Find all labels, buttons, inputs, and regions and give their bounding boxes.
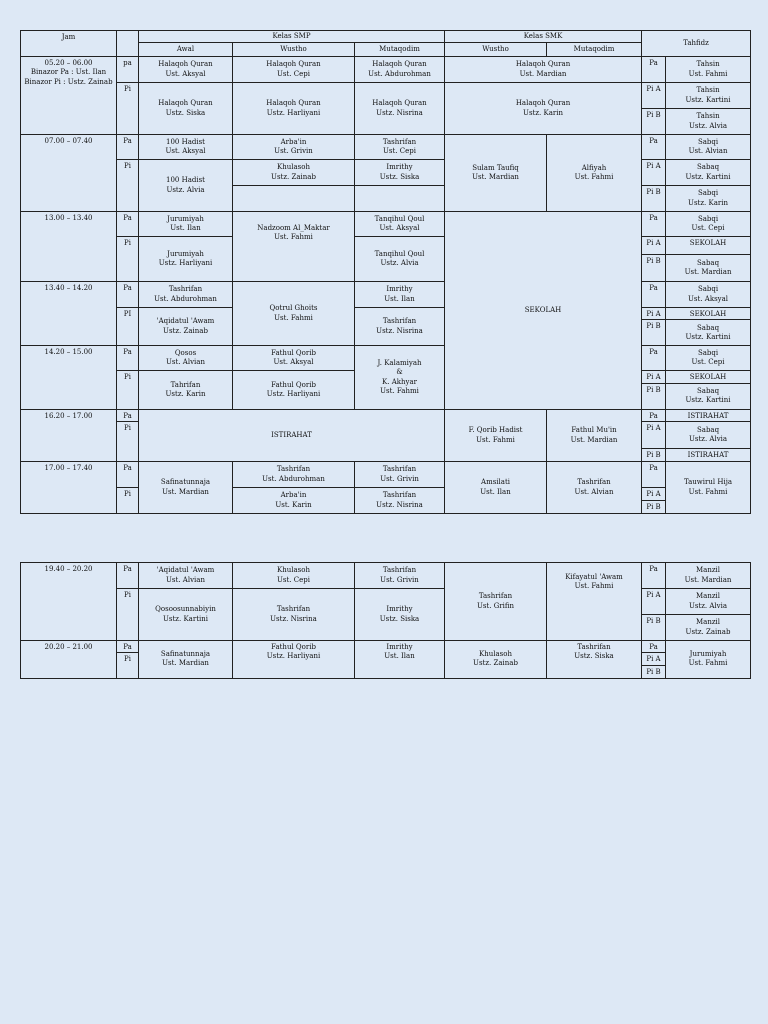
- tahfidz-cell: [666, 371, 751, 383]
- teacher: Ust. Mardian: [684, 575, 732, 584]
- teacher: Ust. Alvian: [166, 358, 205, 367]
- teacher: Ustz. Karin: [688, 198, 728, 207]
- subject: Sabaq: [696, 425, 720, 434]
- teacher: Ustz. Alvia: [688, 435, 728, 444]
- class-cell: [355, 308, 445, 346]
- tahfidz-cell: [666, 563, 751, 589]
- teacher: Ust. Fahmi: [274, 313, 313, 322]
- subject: Khulasoh: [479, 650, 512, 658]
- class-cell: [233, 371, 355, 409]
- class-cell: [355, 237, 445, 282]
- class-cell: [139, 160, 233, 212]
- tahfidz-group: Pi B: [642, 501, 666, 513]
- subject: Tanqihul Qoul: [374, 214, 425, 223]
- tahfidz-group: Pa: [642, 409, 666, 421]
- group-label: Pi: [117, 371, 139, 409]
- tahfidz-cell: [666, 308, 751, 320]
- class-cell: [355, 282, 445, 308]
- tahfidz-group: Pi B: [642, 109, 666, 135]
- teacher: Ustz. Kartini: [685, 172, 731, 181]
- subject: Imrithy: [386, 285, 413, 294]
- class-cell: [355, 57, 445, 83]
- class-cell: [445, 135, 547, 212]
- teacher: Ust. Cepi: [277, 69, 310, 78]
- class-cell: [139, 135, 233, 160]
- time-label: 07.00 – 07.40: [21, 135, 117, 212]
- tahfidz-cell: [666, 409, 751, 421]
- class-cell: [355, 346, 445, 409]
- subject: Sulam Taufiq: [472, 163, 519, 172]
- tahfidz-group: Pi A: [642, 422, 666, 449]
- class-cell: [445, 409, 547, 461]
- teacher: Ustz. Zainab: [163, 326, 208, 335]
- teacher: Ust. Abdurohman: [262, 474, 325, 483]
- tahfidz-group: Pi A: [642, 160, 666, 186]
- class-cell: [233, 83, 355, 135]
- class-cell: [139, 57, 233, 83]
- teacher: Ust. Alvian: [574, 487, 614, 496]
- header-group-blank: [117, 31, 139, 57]
- teacher: Ustz. Siska: [165, 108, 206, 117]
- class-cell: [233, 57, 355, 83]
- teacher: Ustz. Kartini: [163, 614, 208, 623]
- subject: Fathul Qorib: [271, 380, 316, 389]
- teacher: Ust. Mardian: [684, 268, 732, 276]
- header-awal: Awal: [139, 43, 233, 57]
- subject: ISTIRAHAT: [687, 411, 729, 420]
- teacher: Ust. Fahmi: [688, 69, 728, 78]
- subject: Tahsin: [696, 86, 720, 95]
- time-label: 16.20 – 17.00: [21, 409, 117, 461]
- tahfidz-cell: [666, 320, 751, 346]
- subject: Jurumiyah: [689, 650, 727, 658]
- tahfidz-cell: [666, 422, 751, 449]
- subject: Khulasoh: [277, 163, 310, 172]
- class-cell: [139, 237, 233, 282]
- class-cell: [445, 57, 642, 83]
- tahfidz-group: Pi A: [642, 371, 666, 383]
- tahfidz-group: Pi B: [642, 186, 666, 212]
- subject: Manzil: [695, 618, 720, 627]
- class-cell: [547, 409, 642, 461]
- subject: Qosos: [174, 349, 197, 357]
- tahfidz-cell: [666, 57, 751, 83]
- teacher: Ustz. Zainab: [473, 659, 518, 668]
- subject: Sabqi: [697, 349, 719, 357]
- tahfidz-group: Pi B: [642, 255, 666, 282]
- subject: Imrithy: [386, 643, 413, 651]
- teacher: Ust. Aksyal: [273, 358, 314, 367]
- group-label: Pa: [117, 641, 139, 653]
- tahfidz-cell: [666, 135, 751, 160]
- schedule-table-day: [20, 30, 751, 514]
- subject: ISTIRAHAT: [687, 451, 729, 460]
- tahfidz-group: Pa: [642, 563, 666, 589]
- subject: Fathul Mu'in: [571, 426, 617, 435]
- subject: Amsilati: [481, 478, 511, 487]
- subject: Alfiyah: [581, 163, 607, 172]
- teacher: Ust. Mardian: [162, 659, 209, 668]
- group-label: Pa: [117, 346, 139, 371]
- teacher: Ust. Cepi: [277, 575, 310, 584]
- subject: Halaqoh Quran: [372, 60, 427, 69]
- subject: Jurumiyah: [167, 249, 204, 258]
- teacher: Ustz. Zainab: [271, 172, 316, 181]
- tahfidz-group: Pi B: [642, 383, 666, 409]
- tahfidz-group: Pi A: [642, 308, 666, 320]
- subject: Safinatunnaja: [160, 650, 211, 658]
- group-label: Pi: [117, 83, 139, 135]
- class-cell: [139, 308, 233, 346]
- teacher: Ustz. Harliyani: [158, 259, 213, 267]
- subject: Kifayatul 'Awam: [565, 573, 623, 581]
- tahfidz-group: Pa: [642, 462, 666, 488]
- subject: Tashrifan: [478, 592, 513, 601]
- tahfidz-group: Pi A: [642, 237, 666, 255]
- class-cell: [445, 641, 547, 679]
- subject: 'Aqidatul 'Awam: [156, 317, 215, 326]
- subject: Fathul Qorib: [271, 349, 316, 357]
- teacher: Ust. Alvian: [688, 147, 728, 155]
- teacher: Ust. Fahmi: [574, 173, 614, 181]
- tahfidz-cell: [666, 615, 751, 641]
- tahfidz-group: Pi A: [642, 589, 666, 615]
- time-label: 13.40 – 14.20: [21, 282, 117, 346]
- teacher: Ustz. Kartini: [685, 332, 731, 341]
- class-cell: [233, 462, 355, 488]
- subject: Sabaq: [696, 323, 720, 332]
- subject: J. Kalamiyah: [377, 358, 422, 367]
- teacher: Ustz. Kartini: [685, 95, 731, 104]
- subject: Imrithy: [386, 163, 413, 172]
- teacher: Ustz. Harliyani: [266, 108, 321, 117]
- tahfidz-group: Pi B: [642, 666, 666, 678]
- teacher: Ustz. Alvia: [166, 185, 205, 194]
- group-label: Pi: [117, 237, 139, 282]
- subject: Tashrifan: [382, 317, 417, 326]
- header-jam: Jam: [21, 31, 117, 57]
- class-cell: [355, 462, 445, 488]
- teacher: Ustz. Siska: [379, 614, 420, 623]
- class-cell: [139, 83, 233, 135]
- tahfidz-cell: [666, 462, 751, 513]
- teacher: Ust. Cepi: [383, 147, 416, 155]
- tahfidz-group: Pi B: [642, 320, 666, 346]
- teacher: Ust. Aksyal: [165, 147, 206, 155]
- teacher: Ust. Alvian: [166, 575, 205, 584]
- header-kelas-smk: Kelas SMK: [445, 31, 642, 43]
- subject: Sabqi: [697, 285, 719, 294]
- subject: Tauwirul Hija: [684, 478, 733, 487]
- subject: Sabaq: [696, 386, 720, 395]
- group-label: Pa: [117, 282, 139, 308]
- teacher: Ustz. Nisrina: [376, 108, 423, 117]
- tahfidz-group: Pa: [642, 212, 666, 237]
- subject: Sabqi: [697, 189, 719, 198]
- teacher: Ust. Abdurohman: [154, 294, 217, 303]
- tahfidz-group: Pa: [642, 282, 666, 308]
- subject: Halaqoh Quran: [266, 60, 321, 69]
- tahfidz-group: Pa: [642, 135, 666, 160]
- subject: Tahsin: [696, 112, 720, 121]
- binazor-pa-note: Binazor Pa : Ust. Ilan: [30, 68, 107, 77]
- subject: Tanqihul Qoul: [374, 249, 425, 258]
- teacher: Ust. Aksyal: [688, 294, 729, 303]
- subject: Arba'in: [280, 137, 307, 146]
- subject: SEKOLAH: [689, 239, 727, 247]
- teacher: Ust. Fahmi: [574, 582, 614, 591]
- tahfidz-cell: [666, 255, 751, 282]
- time-label: 19.40 – 20.20: [21, 563, 117, 641]
- class-cell: [139, 346, 233, 371]
- tahfidz-cell: [666, 282, 751, 308]
- group-label: Pa: [117, 135, 139, 160]
- tahfidz-cell: [666, 160, 751, 186]
- teacher: Ustz. Harliyani: [266, 652, 321, 661]
- tahfidz-cell: [666, 383, 751, 409]
- group-label: Pa: [117, 212, 139, 237]
- teacher: Ust. Fahmi: [380, 387, 419, 396]
- group-label: Pa: [117, 409, 139, 421]
- class-cell: [355, 83, 445, 135]
- teacher: Ust. Fahmi: [476, 435, 515, 444]
- tahfidz-cell: [666, 589, 751, 615]
- schedule-table-night: [20, 562, 751, 679]
- teacher: Ust. Ilan: [384, 652, 415, 661]
- subject: Nadzoom Al_Maktar: [257, 224, 330, 232]
- subject: Arba'in: [280, 491, 307, 500]
- tahfidz-cell: [666, 109, 751, 135]
- tahfidz-cell: [666, 83, 751, 109]
- teacher: Ust. Aksyal: [379, 224, 420, 232]
- subject: Tashrifan: [382, 465, 417, 474]
- teacher: Ust. Cepi: [691, 224, 725, 232]
- class-cell: [355, 212, 445, 237]
- header-kelas-smp: Kelas SMP: [139, 31, 445, 43]
- subject: Jurumiyah: [167, 214, 204, 223]
- teacher: Ustz. Alvia: [688, 121, 728, 130]
- subject: Halaqoh Quran: [515, 60, 571, 69]
- teacher: Ust. Aksyal: [165, 69, 206, 78]
- header-mutaqodim: Mutaqodim: [355, 43, 445, 57]
- tahfidz-group: Pi B: [642, 615, 666, 641]
- teacher: Ustz. Karin: [523, 108, 563, 117]
- class-cell: [355, 589, 445, 641]
- group-label: pa: [117, 57, 139, 83]
- class-cell: [233, 488, 355, 513]
- tahfidz-group: Pa: [642, 57, 666, 83]
- class-cell: [233, 282, 355, 346]
- subject: Tashrifan: [382, 491, 417, 500]
- subject: Sabaq: [696, 258, 720, 267]
- class-cell: [233, 135, 355, 160]
- class-cell: [233, 346, 355, 371]
- subject: Tashrifan: [382, 137, 417, 146]
- subject: Safinatunnaja: [160, 478, 211, 487]
- class-cell: [445, 462, 547, 513]
- class-cell: [233, 160, 355, 186]
- class-cell: [547, 135, 642, 212]
- tahfidz-cell: [666, 237, 751, 255]
- class-cell: [445, 83, 642, 135]
- group-label: Pi: [117, 422, 139, 462]
- group-label: Pi: [117, 589, 139, 641]
- teacher: Ustz. Kartini: [685, 396, 731, 405]
- tahfidz-group: Pi A: [642, 488, 666, 501]
- subject: Khulasoh: [277, 566, 310, 575]
- teacher: Ustz. Siska: [574, 652, 614, 661]
- subject: Halaqoh Quran: [158, 99, 213, 108]
- header-tahfidz: Tahfidz: [642, 31, 751, 57]
- teacher: Ust. Ilan: [384, 294, 415, 303]
- subject: Tashrifan: [382, 566, 417, 575]
- istirahat-cell: ISTIRAHAT: [139, 409, 445, 461]
- tahfidz-group: Pi A: [642, 83, 666, 109]
- class-cell: [139, 462, 233, 513]
- teacher: Ustz. Nisrina: [270, 614, 317, 623]
- teacher: Ustz. Nisrina: [376, 500, 423, 509]
- subject: Sabqi: [697, 137, 719, 146]
- subject: Imrithy: [386, 605, 413, 614]
- teacher: Ustz. Harliyani: [266, 390, 321, 399]
- subject: Halaqoh Quran: [158, 60, 213, 69]
- class-cell: [233, 563, 355, 589]
- subject: Halaqoh Quran: [515, 99, 571, 108]
- class-cell: [445, 563, 547, 641]
- class-cell: [233, 212, 355, 282]
- teacher: Ust. Grifin: [476, 601, 515, 610]
- tahfidz-cell: [666, 212, 751, 237]
- class-cell: [139, 589, 233, 641]
- subject: Halaqoh Quran: [372, 99, 427, 108]
- tahfidz-cell: [666, 186, 751, 212]
- subject: Halaqoh Quran: [266, 99, 321, 108]
- group-label: Pa: [117, 563, 139, 589]
- class-cell: [355, 488, 445, 513]
- binazor-pi-note: Binazor Pi : Ustz. Zainab: [24, 77, 113, 86]
- subject: Sabaq: [696, 163, 720, 172]
- header-mutaqodim-smk: Mutaqodim: [547, 43, 642, 57]
- class-cell: [355, 641, 445, 679]
- class-cell: [547, 563, 642, 641]
- subject: Tashrifan: [168, 285, 203, 294]
- teacher: Ustz. Alvia: [688, 601, 728, 610]
- teacher: Ustz. Alvia: [380, 259, 419, 267]
- teacher: Ust. Ilan: [170, 224, 201, 232]
- subject-connector: &: [396, 368, 403, 377]
- tahfidz-cell: [666, 346, 751, 371]
- time-label: 20.20 – 21.00: [21, 641, 117, 679]
- tahfidz-group: Pi A: [642, 653, 666, 666]
- class-cell: [355, 135, 445, 160]
- teacher: Ustz. Karin: [165, 390, 206, 399]
- subject: Sabqi: [697, 214, 719, 223]
- subject: Tahsin: [696, 60, 720, 69]
- class-cell: [139, 371, 233, 409]
- subject: Tashrifan: [276, 605, 311, 614]
- empty-cell: [355, 186, 445, 212]
- class-cell: [139, 212, 233, 237]
- subject: Manzil: [695, 592, 720, 601]
- teacher: Ustz. Nisrina: [376, 326, 423, 335]
- class-cell: [547, 641, 642, 679]
- time-label: 05.20 – 06.00: [44, 59, 93, 67]
- group-label: Pi: [117, 160, 139, 212]
- subject: F. Qorib Hadist: [468, 426, 523, 435]
- subject: Tashrifan: [577, 643, 611, 651]
- subject: Qosoosunnabiyin: [155, 605, 216, 614]
- tahfidz-cell: [666, 449, 751, 462]
- subject: 100 Hadist: [166, 137, 205, 146]
- teacher: Ust. Abdurohman: [368, 69, 431, 78]
- teacher: Ust. Fahmi: [688, 659, 728, 668]
- class-cell: [233, 589, 355, 641]
- subject: Tashrifan: [276, 465, 311, 474]
- class-cell: [547, 462, 642, 513]
- teacher: Ust. Cepi: [691, 358, 725, 367]
- teacher: Ust. Karin: [275, 500, 312, 509]
- class-cell: [139, 563, 233, 589]
- class-cell: [355, 160, 445, 186]
- subject: Tashrifan: [577, 478, 611, 487]
- tahfidz-group: Pa: [642, 346, 666, 371]
- teacher: Ust. Fahmi: [274, 233, 313, 242]
- teacher: Ust. Mardian: [519, 69, 567, 78]
- smk-sekolah-cell: SEKOLAH: [445, 212, 642, 410]
- teacher: Ust. Ilan: [480, 487, 511, 496]
- subject: 'Aqidatul 'Awam: [156, 566, 215, 575]
- header-wustho-smk: Wustho: [445, 43, 547, 57]
- time-slot: [21, 57, 117, 135]
- teacher: Ustz. Siska: [379, 172, 420, 181]
- teacher: Ust. Grivin: [380, 575, 419, 584]
- teacher: Ust. Grivin: [274, 147, 313, 155]
- class-cell: [233, 641, 355, 679]
- tahfidz-group: Pa: [642, 641, 666, 653]
- time-label: 13.00 – 13.40: [21, 212, 117, 282]
- group-label: Pa: [117, 462, 139, 488]
- tahfidz-group: Pi B: [642, 449, 666, 462]
- subject: SEKOLAH: [689, 373, 727, 382]
- teacher: Ust. Mardian: [570, 435, 618, 444]
- class-cell: [355, 563, 445, 589]
- time-label: 14.20 – 15.00: [21, 346, 117, 409]
- teacher: Ust. Mardian: [472, 173, 519, 181]
- subject: Manzil: [695, 566, 720, 575]
- group-label: Pi: [117, 488, 139, 513]
- teacher: Ust. Mardian: [162, 487, 209, 496]
- subject: Qotrul Ghoits: [269, 304, 318, 313]
- group-label: Pi: [117, 653, 139, 678]
- time-label: 17.00 – 17.40: [21, 462, 117, 513]
- group-label: PI: [117, 308, 139, 346]
- subject: Fathul Qorib: [271, 643, 316, 651]
- subject: K. Akhyar: [382, 377, 417, 386]
- subject: 100 Hadist: [166, 176, 205, 185]
- empty-cell: [233, 186, 355, 212]
- teacher: Ust. Grivin: [380, 474, 419, 483]
- subject: Tahrifan: [170, 380, 201, 389]
- header-wustho: Wustho: [233, 43, 355, 57]
- tahfidz-cell: [666, 641, 751, 679]
- class-cell: [139, 282, 233, 308]
- subject: SEKOLAH: [689, 310, 727, 318]
- teacher: Ustz. Zainab: [685, 627, 731, 636]
- class-cell: [139, 641, 233, 679]
- teacher: Ust. Fahmi: [688, 487, 728, 496]
